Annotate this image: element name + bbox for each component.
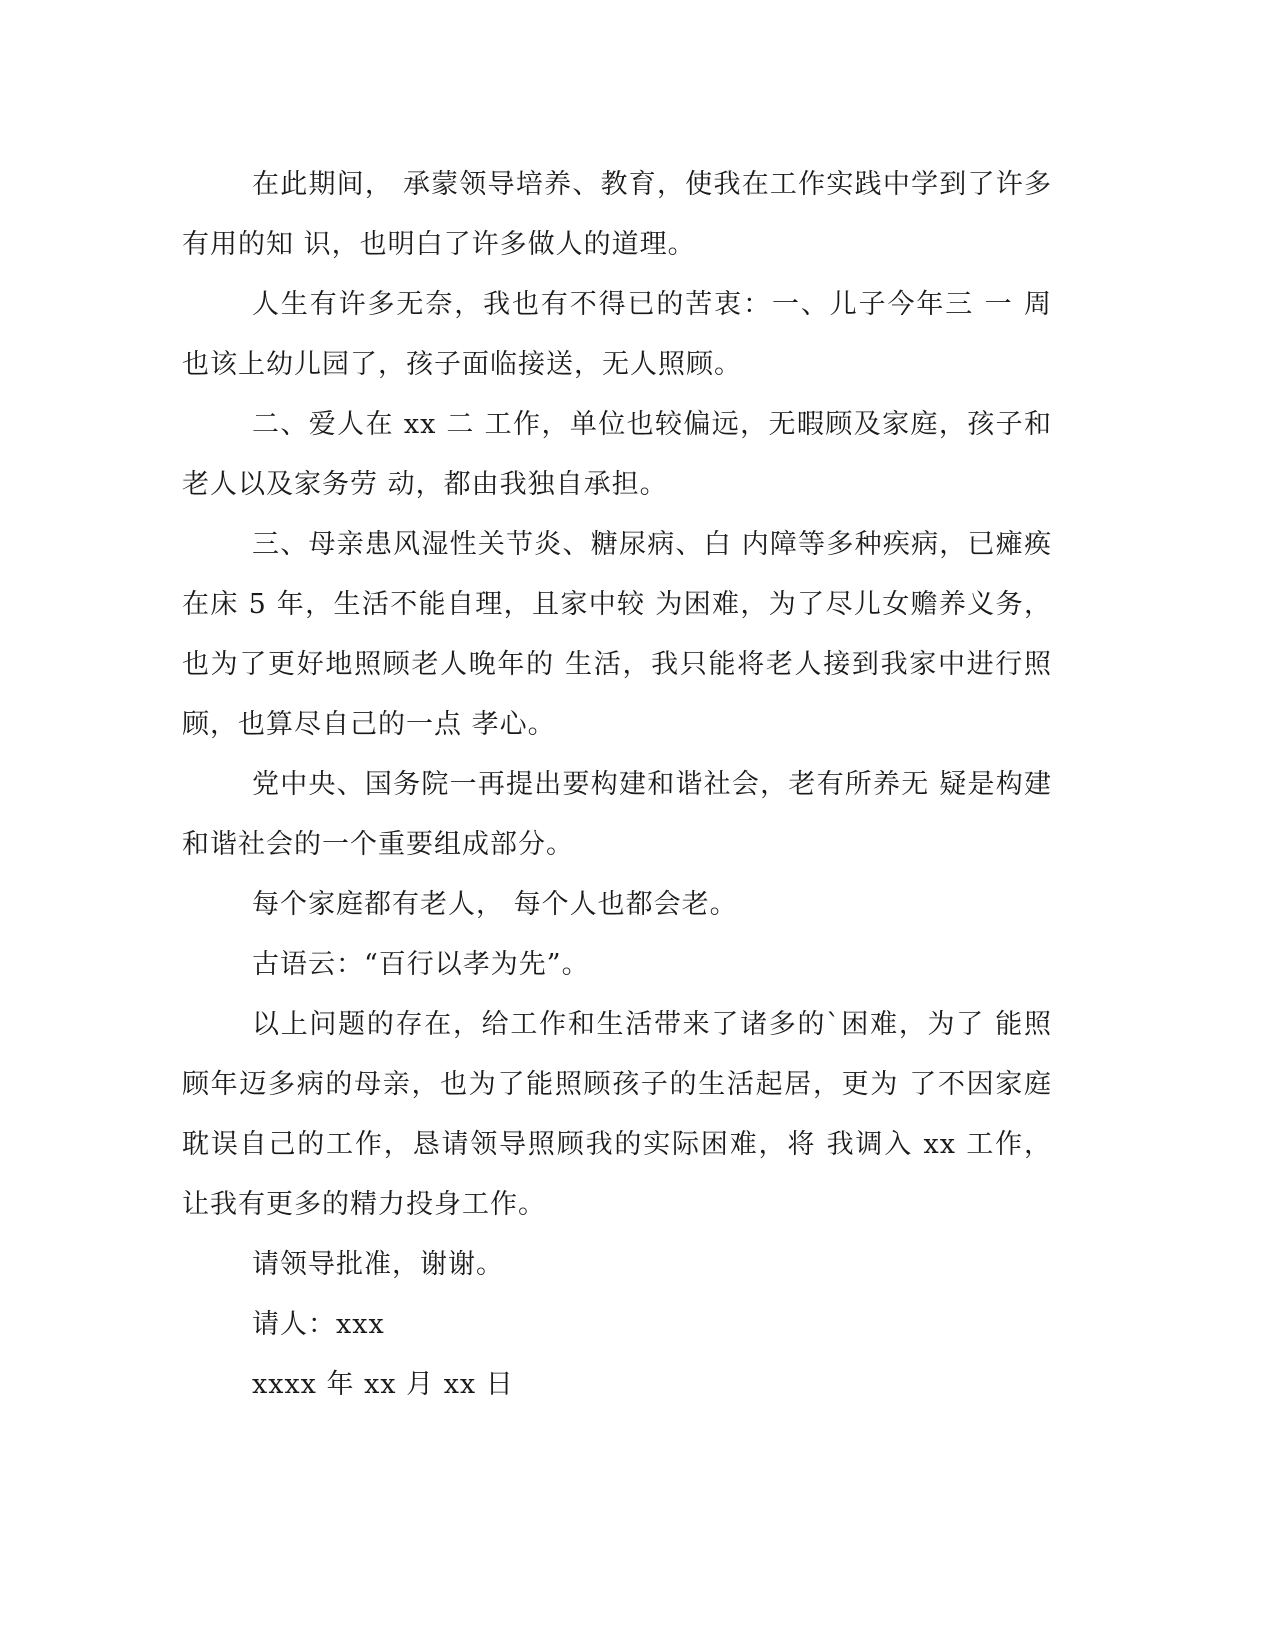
paragraph-gratitude: 在此期间， 承蒙领导培养、教育，使我在工作实践中学到了许多有用的知 识，也明白了许多做人的道理。 bbox=[182, 169, 1052, 260]
paragraph-every-family: 每个家庭都有老人， 每个人也都会老。 bbox=[252, 889, 738, 920]
paragraph-difficulties-intro: 人生有许多无奈，我也有不得已的苦衷：一、儿子今年三 一 周也该上幼儿园了，孩子面临接送，无人照顾。 bbox=[182, 289, 1052, 380]
paragraph-spouse: 二、爱人在 xx 二 工作，单位也较偏远，无暇顾及家庭，孩子和老人以及家务劳 动，都由我独自承担。 bbox=[182, 409, 1052, 500]
paragraph-harmonious-society: 党中央、国务院一再提出要构建和谐社会，老有所养无 疑是构建和谐社会的一个重要组成部分。 bbox=[182, 769, 1052, 860]
date-line: xxxx 年 xx 月 xx 日 bbox=[252, 1369, 514, 1400]
signature-line: 请人：xxx bbox=[252, 1309, 385, 1340]
paragraph-proverb: 古语云：“百行以孝为先”。 bbox=[252, 949, 590, 980]
letter-body bbox=[182, 155, 1052, 1415]
paragraph-request: 以上问题的存在，给工作和生活带来了诸多的`困难，为了 能照顾年迈多病的母亲，也为了能照顾孩子的生活起居，更为 了不因家庭耽误自己的工作，恳请领导照顾我的实际困难，将 我调入 xx 工作，让我有更多的精力投身工作。 bbox=[182, 1009, 1052, 1220]
paragraph-mother: 三、母亲患风湿性关节炎、糖尿病、白 内障等多种疾病，已瘫痪在床 5 年，生活不能自理，且家中较 为困难，为了尽儿女赡养义务，也为了更好地照顾老人晚年的 生活，我只能将老人接到我家中进行照顾，也算尽自己的一点 孝心。 bbox=[182, 529, 1052, 740]
paragraph-closing: 请领导批准，谢谢。 bbox=[252, 1249, 504, 1280]
